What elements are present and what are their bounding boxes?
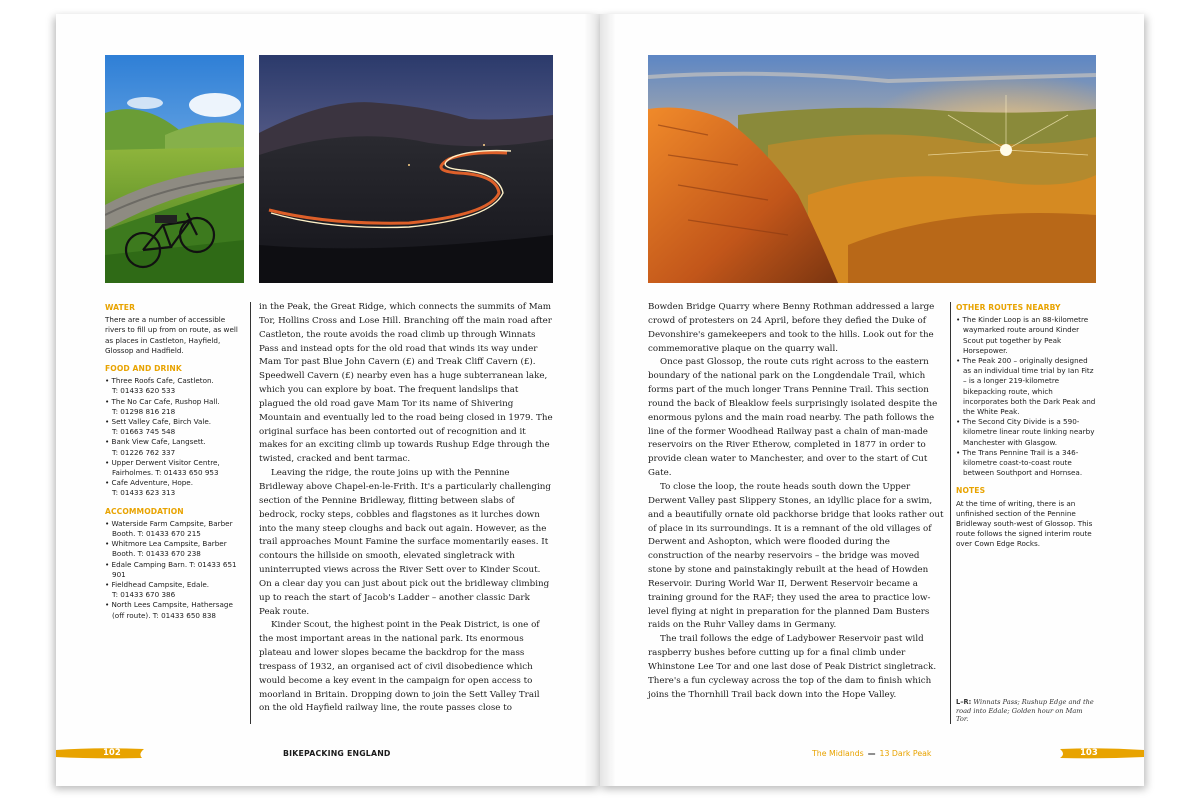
paragraph: in the Peak, the Great Ridge, which connects the summits of Mam Tor, Hollins Cross and Lose Hill. Branching off the main road after Castleton, the route avoids the road climb up through Winnats Pass and instead opts for the old road that winds its way under Mam Tor past Blue John Cavern (£) and Treak Cliff Cavern (£). Speedwell Cavern (£) nearby even has a huge subterranean lake, which you can explore by boat. The frequent landslips that plagued the old road gave Mam Tor its name of Shivering Mountain and eventually led to the road being closed in 1979. The original surface has been contorted out of recognition and it makes for an exciting climb up towards Rushup Edge through the twisted, cracked and bent tarmac.: [259, 302, 553, 465]
paragraph: Leaving the ridge, the route joins up with the Pennine Bridleway above Chapel-en-le-Frith. It's a particularly challenging section of the Pennine Bridleway, flitting between slabs of bedrock, rocky steps, cobbles and flagstones as it lurches down into the many steep cloughs and back out again. However, as the trail approaches Mount Famine the surface momentarily eases. It contours the hillside on smooth, elevated singletrack with uninterrupted views across the River Sett over to Kinder Scout. On a clear day you can just about pick out the bridleway climbing up to reach the start of Jacob's Ladder – another classic Dark Peak route.: [259, 468, 551, 617]
food-list: [105, 376, 244, 498]
photo-caption: [956, 698, 1096, 724]
list-item: • The Second City Divide is a 590-kilometre linear route linking nearby Manchester with Glasgow.: [956, 417, 1095, 447]
left-body-text: [259, 301, 553, 716]
paragraph: To close the loop, the route heads south down the Upper Derwent Valley past Slippery Stones, an idyllic place for a swim, and a beautifully ornate old packhorse bridge that looks rather out of place in its surroundings. It is a remnant of the old villages of Derwent and Ashopton, which were flooded during the construction of the nearby reservoirs – the bridge was moved stone by stone and painstakingly rebuilt at the head of Howden Reservoir. During World War II, Derwent Reservoir became a training ground for the RAF; they used the area to practice low-level flying at night in preparation for the planned Dam Busters raids on the Ruhr Valley dams in Germany.: [648, 481, 944, 631]
rushup-edge-night-photo: [259, 55, 553, 283]
list-item: • The Trans Pennine Trail is a 346-kilometre coast-to-coast route between Southport and Hornsea.: [956, 447, 1083, 478]
book-gutter: [584, 14, 616, 786]
separator-dash: —: [867, 749, 876, 758]
right-page: [600, 14, 1144, 786]
column-divider: [950, 302, 951, 724]
list-item: • The No Car Cafe, Rushop Hall. T: 01298 816 218: [105, 396, 220, 416]
section-name: The Midlands: [812, 749, 864, 758]
list-item: • Edale Camping Barn. T: 01433 651 901: [105, 559, 237, 579]
page-number: 103: [1080, 748, 1098, 758]
other-routes-heading: OTHER ROUTES NEARBY: [956, 303, 1061, 312]
running-head: BIKEPACKING ENGLAND: [283, 749, 391, 758]
food-heading: FOOD AND DRINK: [105, 364, 182, 374]
right-body-text: [648, 301, 944, 702]
caption-lead: L–R:: [956, 698, 972, 706]
page-number: 102: [103, 748, 121, 758]
mam-tor-golden-hour-photo: [648, 55, 1096, 283]
list-item: • Sett Valley Cafe, Birch Vale. T: 01663 745 548: [105, 417, 212, 437]
list-item: • Upper Derwent Visitor Centre, Fairholmes. T: 01433 650 953: [105, 457, 220, 478]
caption-text: Winnats Pass; Rushup Edge and the road into Edale; Golden hour on Mam Tor.: [956, 698, 1094, 724]
left-sidebar: [105, 303, 244, 629]
right-sidebar: [956, 303, 1096, 558]
chapter-name: 13 Dark Peak: [879, 749, 932, 758]
list-item: • Three Roofs Cafe, Castleton. T: 01433 620 533: [105, 376, 214, 396]
list-item: • North Lees Campsite, Hathersage (off route). T: 01433 650 838: [105, 600, 233, 620]
other-routes-list: [956, 315, 1096, 478]
notes-heading: NOTES: [956, 486, 986, 496]
notes-section: [956, 486, 1096, 549]
winnats-pass-photo: [105, 55, 244, 283]
list-item: • The Kinder Loop is an 88-kilometre waymarked route around Kinder Scout put together by Peak Horsepower.: [956, 315, 1089, 355]
water-section: [105, 303, 244, 356]
accommodation-section: [105, 507, 244, 621]
paragraph: The trail follows the edge of Ladybower Reservoir past wild raspberry bushes before cutting up for a final climb under Whinstone Lee Tor and one last dose of Peak District singletrack. There's a fun cycleway across the top of the dam to finish which joins the Thornhill Trail back down into the Hope Valley.: [648, 634, 937, 700]
page-number-swash: [56, 747, 146, 759]
paragraph: Kinder Scout, the highest point in the Peak District, is one of the most important areas in the national park. Its enormous plateau and lower slopes became the backdrop for the mass trespass of 1932, an organised act of civil disobedience which would become a key event in the campaign for open access to moorland in Britain. Dropping down to join the Sett Valley Trail on the old Hayfield railway line, the route passes close to: [259, 620, 540, 714]
accommodation-heading: ACCOMMODATION: [105, 506, 184, 516]
food-section: [105, 364, 244, 499]
notes-text: At the time of writing, there is an unfinished section of the Pennine Bridleway south-west of Glossop. This route follows the signed interim route over Cown Edge Rocks.: [956, 498, 1093, 549]
water-heading: WATER: [105, 303, 136, 312]
paragraph: Bowden Bridge Quarry where Benny Rothman addressed a large crowd of protesters on 24 April, before they defied the Duke of Devonshire's gamekeepers and took to the hills. Look out for the commemorative plaque on the quarry wall.: [648, 302, 935, 354]
list-item: • Waterside Farm Campsite, Barber Booth. T: 01433 670 215: [105, 518, 233, 539]
list-item: • Bank View Cafe, Langsett. T: 01226 762 337: [105, 437, 206, 457]
list-item: • Cafe Adventure, Hope. T: 01433 623 313: [105, 478, 194, 498]
water-text: There are a number of accessible rivers to fill up from on route, as well as places in Castleton, Hayfield, Glossop and Hadfield.: [105, 315, 238, 355]
other-routes-section: [956, 303, 1096, 478]
list-item: • Whitmore Lea Campsite, Barber Booth. T: 01433 670 238: [105, 539, 227, 559]
page-number-swash: [1058, 747, 1144, 759]
paragraph: Once past Glossop, the route cuts right across to the eastern boundary of the national park on the Longdendale Trail, which forms part of the much longer Trans Pennine Trail. This section round the back of Bleaklow feels surprisingly isolated despite the enormous pylons and the main road nearby. The path follows the line of the former Woodhead Railway past a chain of man-made reservoirs on the River Etherow, completed in 1877 in order to provide clean water to Manchester, and over to the start of Cut Gate.: [648, 357, 938, 479]
accommodation-list: [105, 519, 244, 621]
column-divider: [250, 302, 251, 724]
left-page: [56, 14, 600, 786]
list-item: • Fieldhead Campsite, Edale. T: 01433 670 386: [105, 580, 210, 600]
book-spread: [56, 14, 1144, 786]
list-item: • The Peak 200 – originally designed as an individual time trial by Ian Fitz – is a longer 219-kilometre bikepacking route, which incorporates both the Dark Peak and the White Peak.: [956, 356, 1096, 417]
section-running-head: [812, 749, 931, 758]
